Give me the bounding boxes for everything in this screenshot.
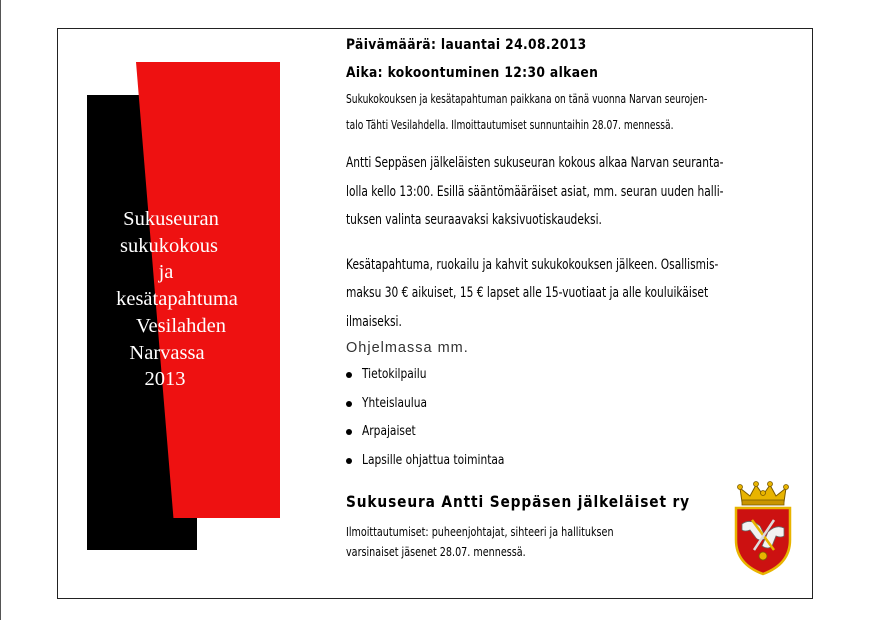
title-line: Narvassa xyxy=(129,341,205,364)
program-item: Lapsille ohjattua toimintaa xyxy=(346,453,536,468)
poster-title xyxy=(90,206,250,393)
meeting-line: tuksen valinta seuraavaksi kaksivuotiskaudeksi. xyxy=(346,212,602,228)
bullet-icon xyxy=(346,401,352,407)
program-item: Tietokilpailu xyxy=(346,367,441,382)
program-heading: Ohjelmassa mm. xyxy=(346,340,469,356)
event-line: maksu 30 € aikuiset, 15 € lapset alle 15-vuotiaat ja alle kouluikäiset xyxy=(346,285,709,301)
page-edge-line xyxy=(0,0,1,620)
title-line: ja xyxy=(158,261,174,284)
meeting-line: Antti Seppäsen jälkeläisten sukuseuran kokous alkaa Narvan seuranta- xyxy=(346,155,724,171)
bullet-icon xyxy=(346,372,352,378)
intro-line: Sukukokouksen ja kesätapahtuman paikkana on tänä vuonna Narvan seurojen- xyxy=(346,92,708,106)
title-line: 2013 xyxy=(144,368,186,391)
title-line: kesätapahtuma xyxy=(116,288,238,311)
bullet-icon xyxy=(346,429,352,435)
bullet-icon xyxy=(346,458,352,464)
title-line: Vesilahden xyxy=(136,314,226,337)
intro-line: talo Tähti Vesilahdella. Ilmoittautumiset sunnuntaihin 28.07. mennessä. xyxy=(346,118,674,132)
program-item: Yhteislaulua xyxy=(346,396,441,411)
title-line: sukukokous xyxy=(120,234,218,257)
date-line: Päivämäärä: lauantai 24.08.2013 xyxy=(346,37,587,53)
organization-name: Sukuseura Antti Seppäsen jälkeläiset ry xyxy=(346,492,691,511)
meeting-line: lolla kello 13:00. Esillä sääntömääräiset asiat, mm. seuran uuden halli- xyxy=(346,184,724,200)
registration-line: Ilmoittautumiset: puheenjohtajat, sihteeri ja hallituksen xyxy=(346,525,614,539)
registration-line: varsinaiset jäsenet 28.07. mennessä. xyxy=(346,545,526,559)
program-item: Arpajaiset xyxy=(346,424,428,439)
coat-of-arms-icon xyxy=(730,480,796,576)
event-line: Kesätapahtuma, ruokailu ja kahvit sukukokouksen jälkeen. Osallismis- xyxy=(346,257,719,273)
time-line: Aika: kokoontuminen 12:30 alkaen xyxy=(346,65,599,81)
title-line: Sukuseuran xyxy=(123,208,219,230)
event-line: ilmaiseksi. xyxy=(346,314,402,326)
